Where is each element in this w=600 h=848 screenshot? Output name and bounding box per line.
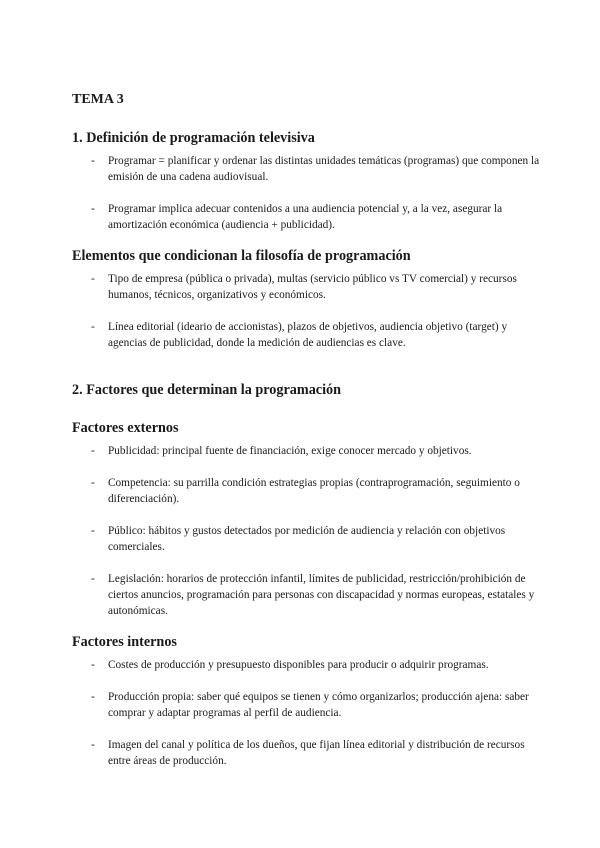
list-item-text: Programar implica adecuar contenidos a una audiencia potencial y, a la vez, asegurar la amortización económica (audiencia + publicidad). <box>108 203 503 231</box>
list-item-text: Línea editorial (ideario de accionistas), plazos de objetivos, audiencia objetivo (target) y agencias de publicidad, donde la medición de audiencias es clave. <box>108 321 508 349</box>
list-item-text: Competencia: su parrilla condición estrategias propias (contraprogramación, seguimiento o diferenciación). <box>108 477 520 505</box>
elementos-list <box>72 271 540 351</box>
bullet-dash: - <box>91 477 95 489</box>
bullet-dash: - <box>91 573 95 585</box>
list-item <box>72 319 540 351</box>
internos-list <box>72 657 540 769</box>
bullet-dash: - <box>91 155 95 167</box>
document-title: TEMA 3 <box>72 92 124 107</box>
list-item <box>72 657 540 673</box>
list-item <box>72 571 540 619</box>
bullet-dash: - <box>91 691 95 703</box>
list-item <box>72 271 540 303</box>
list-item-text: Producción propia: saber qué equipos se tienen y cómo organizarlos; producción ajena: saber comprar y adaptar programas al perfil de audiencia. <box>108 691 529 719</box>
list-item-text: Tipo de empresa (pública o privada), multas (servicio público vs TV comercial) y recursos humanos, técnicos, organizativos y económicos. <box>108 273 517 301</box>
list-item <box>72 689 540 721</box>
list-item-text: Publicidad: principal fuente de financiación, exige conocer mercado y objetivos. <box>108 445 472 457</box>
list-item-text: Costes de producción y presupuesto disponibles para producir o adquirir programas. <box>108 659 489 671</box>
bullet-dash: - <box>91 203 95 215</box>
list-item <box>72 475 540 507</box>
list-item-text: Legislación: horarios de protección infantil, límites de publicidad, restricción/prohibición de ciertos anuncios, programación para personas con discapacidad y normas europeas, estatales y autonómicas. <box>108 573 535 617</box>
section-heading-factores: 2. Factores que determinan la programación <box>72 382 342 398</box>
subsection-heading-externos: Factores externos <box>72 420 179 436</box>
list-item-text: Imagen del canal y política de los dueños, que fijan línea editorial y distribución de recursos entre áreas de producción. <box>108 739 525 767</box>
subsection-heading-elementos: Elementos que condicionan la filosofía de programación <box>72 248 411 264</box>
definicion-list <box>72 153 540 233</box>
section-heading-definicion: 1. Definición de programación televisiva <box>72 130 315 146</box>
externos-list <box>72 443 540 619</box>
list-item-text: Programar = planificar y ordenar las distintas unidades temáticas (programas) que componen la emisión de una cadena audiovisual. <box>108 155 540 183</box>
bullet-dash: - <box>91 321 95 333</box>
bullet-dash: - <box>91 273 95 285</box>
list-item <box>72 443 540 459</box>
list-item-text: Público: hábitos y gustos detectados por medición de audiencia y relación con objetivos comerciales. <box>108 525 506 553</box>
subsection-heading-internos: Factores internos <box>72 634 177 650</box>
list-item <box>72 523 540 555</box>
list-item <box>72 153 540 185</box>
bullet-dash: - <box>91 445 95 457</box>
list-item <box>72 201 540 233</box>
bullet-dash: - <box>91 739 95 751</box>
list-item <box>72 737 540 769</box>
bullet-dash: - <box>91 525 95 537</box>
bullet-dash: - <box>91 659 95 671</box>
